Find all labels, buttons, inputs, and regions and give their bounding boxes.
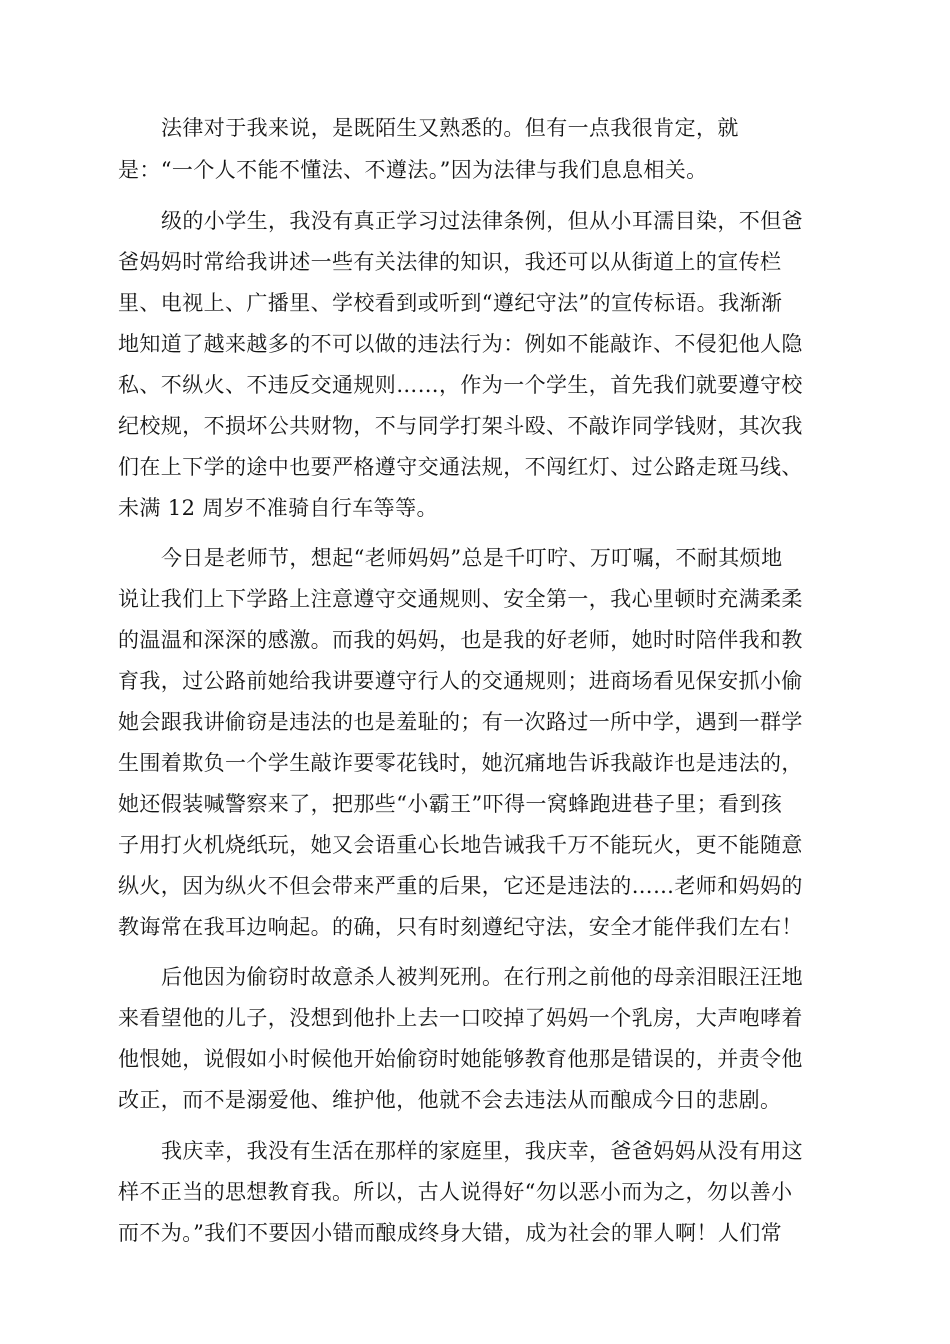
- paragraph-3-line-1: 今日是老师节，想起“老师妈妈”总是千叮咛、万叮嘱，不耐其烦地: [161, 546, 783, 570]
- paragraph-1-line-1: 法律对于我来说，是既陌生又熟悉的。但有一点我很肯定，就: [161, 116, 739, 140]
- paragraph-4-line-2: 来看望他的儿子，没想到他扑上去一口咬掉了妈妈一个乳房，大声咆哮着: [118, 1006, 803, 1030]
- paragraph-2-line-5: 私、不纵火、不违反交通规则……，作为一个学生，首先我们就要遵守校: [118, 373, 803, 397]
- paragraph-3-line-8: 子用打火机烧纸玩，她又会语重心长地告诫我千万不能玩火，更不能随意: [118, 833, 803, 857]
- paragraph-3-line-6: 生围着欺负一个学生敲诈要零花钱时，她沉痛地告诉我敲诈也是违法的，: [118, 751, 803, 775]
- paragraph-3-line-7: 她还假装喊警察来了，把那些“小霸王”吓得一窝蜂跑进巷子里；看到孩: [118, 792, 783, 816]
- paragraph-2-line-7: 们在上下学的途中也要严格遵守交通法规，不闯红灯、过公路走斑马线、: [118, 455, 803, 479]
- paragraph-2-line-4: 地知道了越来越多的不可以做的违法行为：例如不能敲诈、不侵犯他人隐: [118, 332, 803, 356]
- paragraph-2-line-3: 里、电视上、广播里、学校看到或听到“遵纪守法”的宣传标语。我渐渐: [118, 291, 783, 315]
- paragraph-4-line-3: 他恨她，说假如小时候他开始偷窃时她能够教育他那是错误的，并责令他: [118, 1047, 803, 1071]
- paragraph-2-line-2: 爸妈妈时常给我讲述一些有关法律的知识，我还可以从街道上的宣传栏: [118, 250, 782, 274]
- paragraph-4-line-1: 后他因为偷窃时故意杀人被判死刑。在行刑之前他的母亲泪眼汪汪地: [161, 965, 803, 989]
- paragraph-3-line-5: 她会跟我讲偷窃是违法的也是羞耻的；有一次路过一所中学，遇到一群学: [118, 710, 803, 734]
- paragraph-3-line-4: 育我，过公路前她给我讲要遵守行人的交通规则；进商场看见保安抓小偷: [118, 669, 803, 693]
- paragraph-3-line-2: 说让我们上下学路上注意遵守交通规则、安全第一，我心里顿时充满柔柔: [118, 587, 803, 611]
- paragraph-2-line-8: 未满 12 周岁不准骑自行车等等。: [118, 496, 438, 520]
- paragraph-1-line-2: 是：“一个人不能不懂法、不遵法。”因为法律与我们息息相关。: [118, 158, 708, 182]
- paragraph-3-line-10: 教诲常在我耳边响起。的确，只有时刻遵纪守法，安全才能伴我们左右！: [118, 915, 803, 939]
- paragraph-2-line-6: 纪校规，不损坏公共财物，不与同学打架斗殴、不敲诈同学钱财，其次我: [118, 414, 803, 438]
- paragraph-4-line-4: 改正，而不是溺爱他、维护他，他就不会去违法从而酿成今日的悲剧。: [118, 1088, 782, 1112]
- paragraph-5-line-2: 样不正当的思想教育我。所以，古人说得好“勿以恶小而为之，勿以善小: [118, 1180, 793, 1204]
- paragraph-5-line-3: 而不为。”我们不要因小错而酿成终身大错，成为社会的罪人啊！人们常: [118, 1221, 783, 1245]
- paragraph-5-line-1: 我庆幸，我没有生活在那样的家庭里，我庆幸，爸爸妈妈从没有用这: [161, 1139, 803, 1163]
- paragraph-3-line-3: 的温温和深深的感激。而我的妈妈，也是我的好老师，她时时陪伴我和教: [118, 628, 803, 652]
- paragraph-2-line-1: 级的小学生，我没有真正学习过法律条例，但从小耳濡目染，不但爸: [161, 209, 803, 233]
- paragraph-3-line-9: 纵火，因为纵火不但会带来严重的后果，它还是违法的……老师和妈妈的: [118, 874, 803, 898]
